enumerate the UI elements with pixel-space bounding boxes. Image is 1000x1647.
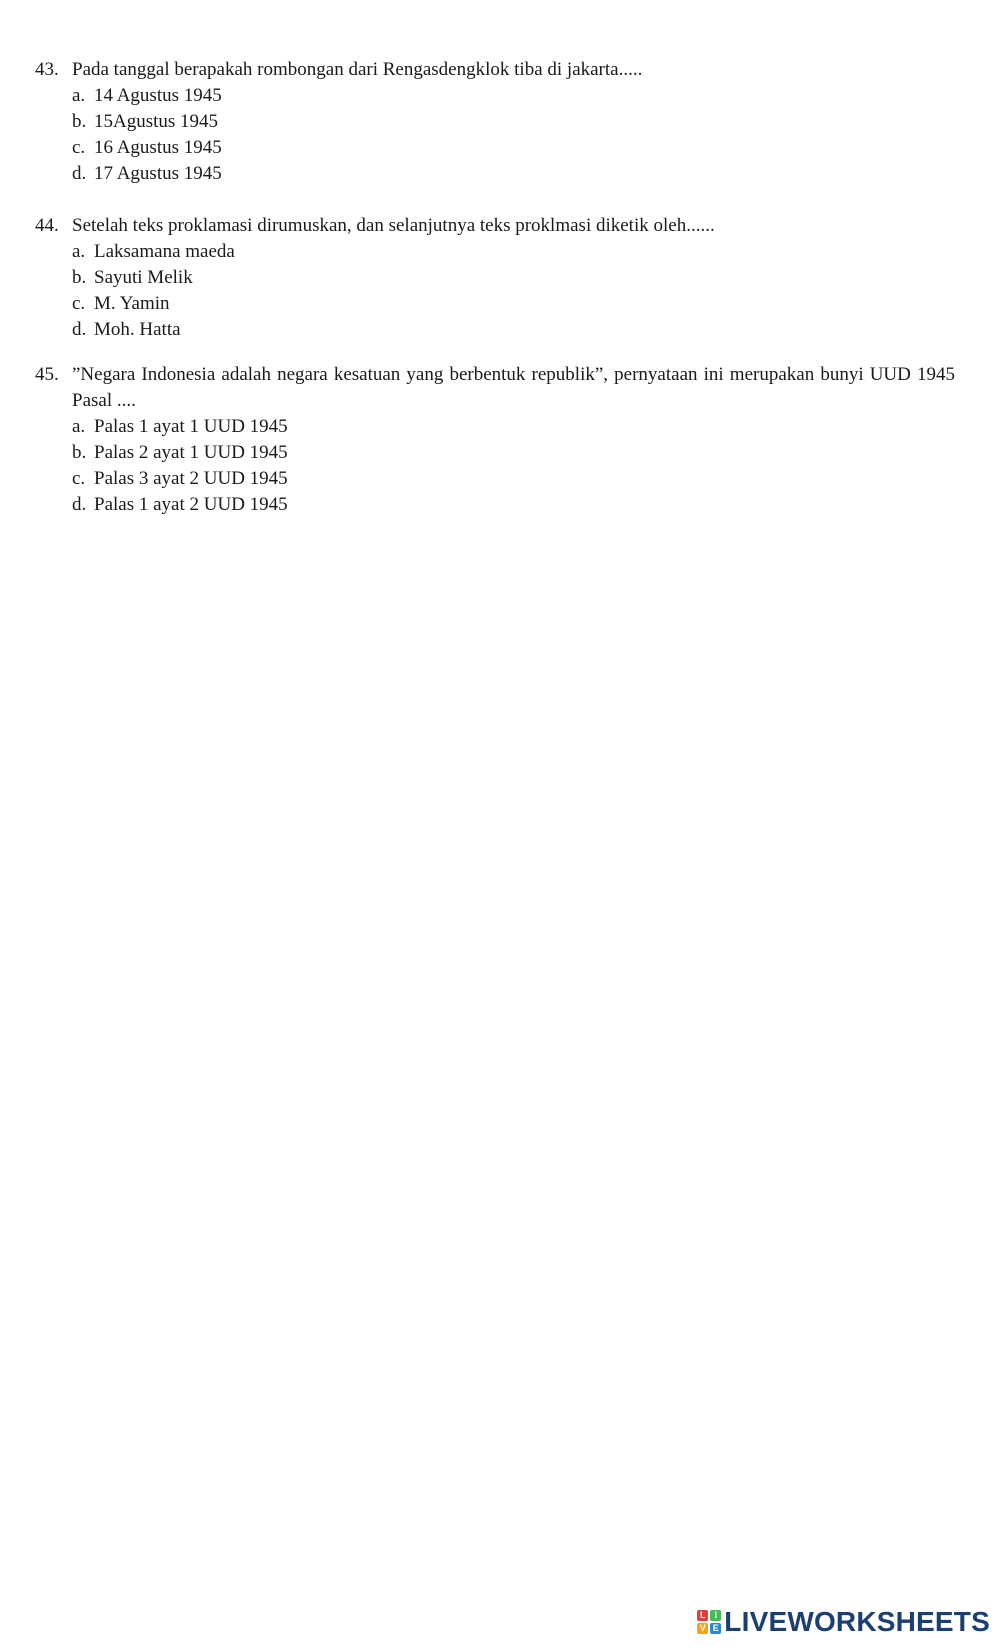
question-number: 43. <box>35 59 59 80</box>
logo-cell-i: I <box>710 1610 721 1621</box>
answer-option-a[interactable] <box>72 414 955 440</box>
question-text: Setelah teks proklamasi dirumuskan, dan selanjutnya teks proklmasi diketik oleh...... <box>72 215 715 236</box>
logo-cell-v: V <box>697 1623 708 1634</box>
logo-wordmark: LIVEWORKSHEETS <box>724 1606 990 1637</box>
option-letter: d. <box>72 163 87 184</box>
answer-option-c[interactable] <box>72 135 955 161</box>
option-letter: c. <box>72 137 86 158</box>
option-letter: b. <box>72 111 87 132</box>
answer-option-b[interactable] <box>72 440 955 466</box>
option-text: 15Agustus 1945 <box>94 111 219 132</box>
option-letter: a. <box>72 416 86 437</box>
option-text: M. Yamin <box>94 293 170 314</box>
liveworksheets-mark-icon <box>697 1610 721 1634</box>
option-text: Moh. Hatta <box>94 319 181 340</box>
worksheet <box>35 57 955 518</box>
option-letter: b. <box>72 442 87 463</box>
option-text: 16 Agustus 1945 <box>94 137 222 158</box>
question-44 <box>35 213 955 343</box>
liveworksheets-logo[interactable] <box>697 1605 990 1639</box>
answer-options <box>72 414 955 518</box>
option-text: Palas 1 ayat 1 UUD 1945 <box>94 416 288 437</box>
answer-option-a[interactable] <box>72 239 955 265</box>
answer-option-c[interactable] <box>72 291 955 317</box>
option-text: 14 Agustus 1945 <box>94 85 222 106</box>
option-letter: a. <box>72 241 86 262</box>
answer-option-d[interactable] <box>72 161 955 187</box>
question-text: ”Negara Indonesia adalah negara kesatuan yang berbentuk republik”, pernyataan ini merupakan bunyi UUD 1945 Pasal .... <box>72 364 955 411</box>
option-text: Palas 3 ayat 2 UUD 1945 <box>94 468 288 489</box>
question-43 <box>35 57 955 187</box>
answer-option-c[interactable] <box>72 466 955 492</box>
answer-options <box>72 83 955 187</box>
option-letter: d. <box>72 319 87 340</box>
answer-options <box>72 239 955 343</box>
option-letter: c. <box>72 293 86 314</box>
answer-option-a[interactable] <box>72 83 955 109</box>
option-text: Palas 1 ayat 2 UUD 1945 <box>94 494 288 515</box>
question-text: Pada tanggal berapakah rombongan dari Rengasdengklok tiba di jakarta..... <box>72 59 643 80</box>
option-text: 17 Agustus 1945 <box>94 163 222 184</box>
option-text: Laksamana maeda <box>94 241 235 262</box>
logo-cell-l: L <box>697 1610 708 1621</box>
option-letter: a. <box>72 85 86 106</box>
answer-option-b[interactable] <box>72 265 955 291</box>
option-letter: d. <box>72 494 87 515</box>
option-text: Sayuti Melik <box>94 267 193 288</box>
logo-cell-e: E <box>710 1623 721 1634</box>
option-letter: c. <box>72 468 86 489</box>
answer-option-d[interactable] <box>72 317 955 343</box>
question-number: 44. <box>35 215 59 236</box>
answer-option-b[interactable] <box>72 109 955 135</box>
option-text: Palas 2 ayat 1 UUD 1945 <box>94 442 288 463</box>
question-number: 45. <box>35 364 59 385</box>
answer-option-d[interactable] <box>72 492 955 518</box>
option-letter: b. <box>72 267 87 288</box>
question-45 <box>35 362 955 518</box>
